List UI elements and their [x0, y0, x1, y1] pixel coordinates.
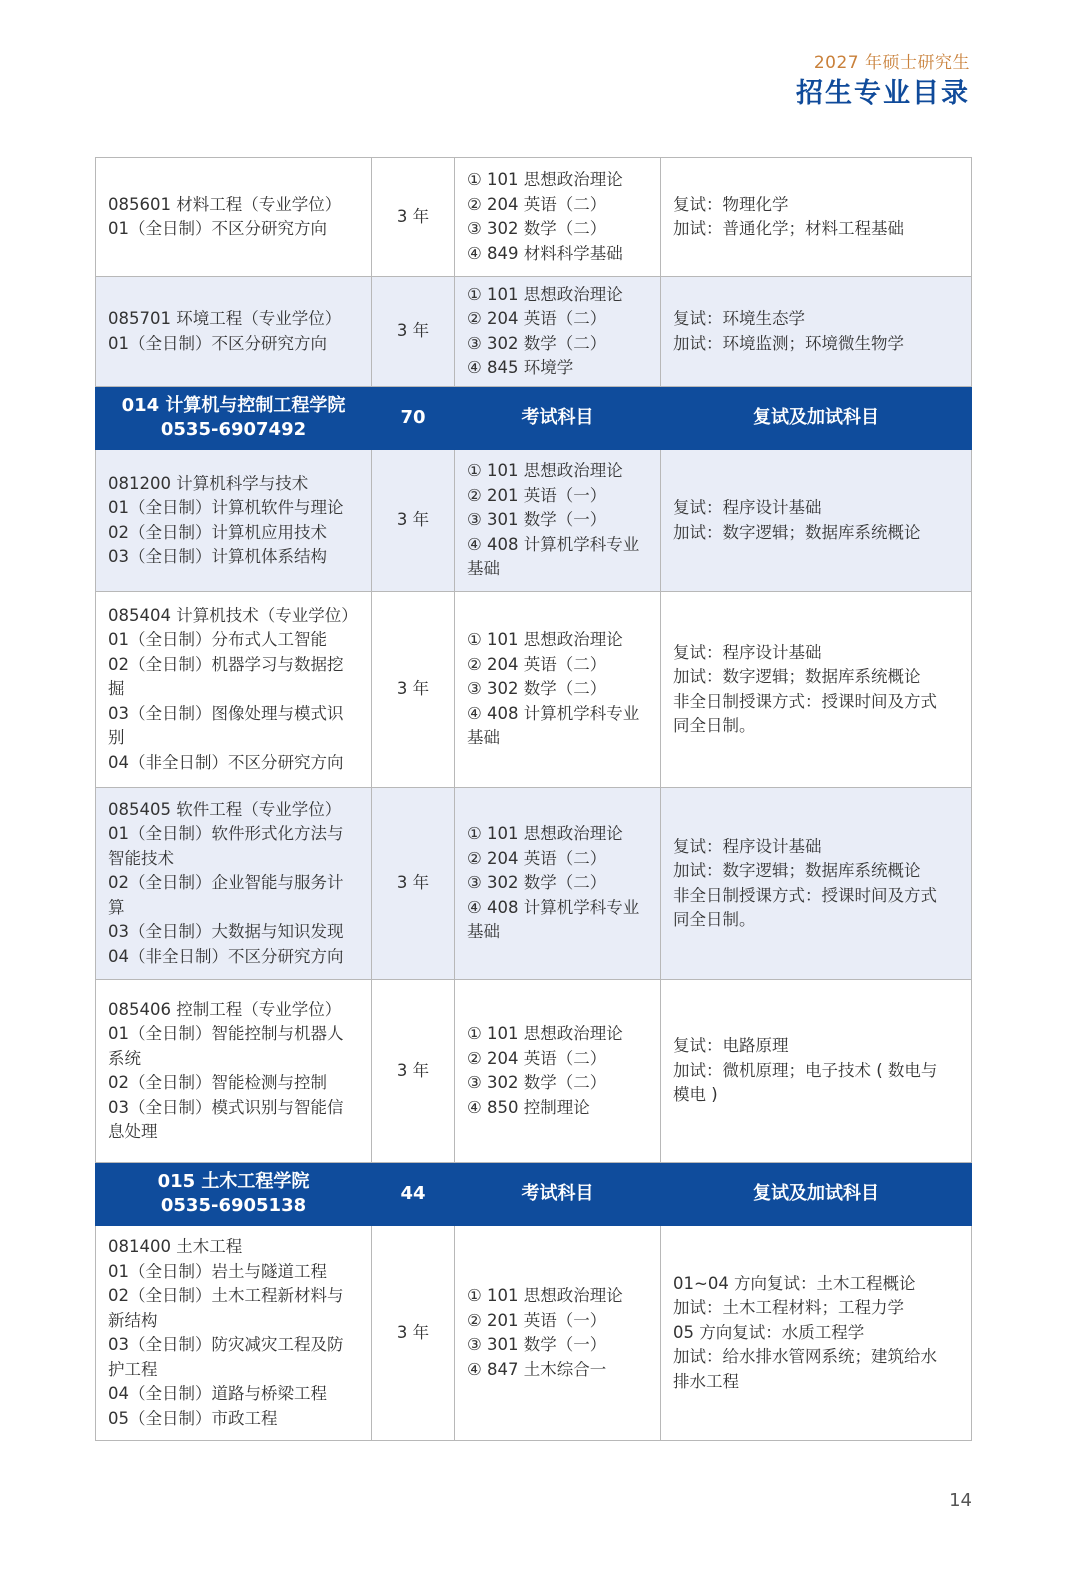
exam-line: ① 101 思想政治理论	[467, 1286, 623, 1305]
retest-cell	[661, 450, 972, 592]
exam-line: ④ 849 材料科学基础	[467, 243, 623, 263]
exam-cell	[455, 450, 661, 592]
retest-line: 加试：给水排水管网系统；建筑给水	[673, 1347, 937, 1367]
major-row	[96, 158, 972, 277]
retest-line: 复试：程序设计基础	[673, 498, 822, 517]
major-cell	[96, 1226, 372, 1441]
department-phone: 0535-6907492	[160, 419, 307, 440]
major-line: 02（全日制）土木工程新材料与	[108, 1286, 344, 1305]
major-line: 01（全日制）不区分研究方向	[108, 333, 327, 353]
exam-line: ④ 850 控制理论	[467, 1097, 590, 1117]
major-line: 02（全日制）企业智能与服务计	[108, 873, 344, 893]
retest-line: 复试：程序设计基础	[673, 642, 822, 662]
retest-line: 复试：电路原理	[673, 1036, 789, 1056]
retest-line: 模电 )	[673, 1085, 718, 1105]
major-line: 085701 环境工程（专业学位）	[108, 309, 342, 328]
exam-line: ① 101 思想政治理论	[467, 170, 623, 189]
retest-cell	[661, 277, 972, 387]
major-line: 03（全日制）计算机体系结构	[108, 547, 327, 566]
major-line: 01（全日制）智能控制与机器人	[108, 1024, 344, 1043]
exam-cell	[455, 1226, 661, 1441]
retest-line: 01~04 方向复试：土木工程概论	[673, 1273, 916, 1293]
exam-line: ② 204 英语（二）	[467, 654, 607, 674]
exam-line: ③ 302 数学（二）	[467, 873, 607, 893]
major-line: 085405 软件工程（专业学位）	[108, 799, 342, 819]
retest-line: 复试：物理化学	[673, 194, 789, 214]
duration-cell: 3 年	[372, 1226, 455, 1441]
retest-cell	[661, 592, 972, 788]
major-cell	[96, 592, 372, 788]
exam-line: ④ 408 计算机学科专业	[467, 534, 640, 554]
exam-line: ④ 408 计算机学科专业	[467, 897, 640, 917]
retest-line: 加试：数字逻辑；数据库系统概论	[673, 861, 921, 880]
major-line: 01（全日制）软件形式化方法与	[108, 824, 344, 844]
major-line: 081400 土木工程	[108, 1237, 243, 1256]
major-line: 03（全日制）防灾减灾工程及防	[108, 1335, 344, 1354]
major-line: 04（非全日制）不区分研究方向	[108, 752, 344, 772]
major-line: 护工程	[108, 1359, 158, 1379]
major-line: 智能技术	[108, 848, 174, 868]
major-row	[96, 450, 972, 592]
catalog-table	[95, 157, 972, 1441]
exam-line: ④ 845 环境学	[467, 358, 574, 377]
major-line: 掘	[108, 679, 125, 699]
retest-header: 复试及加试科目	[661, 387, 972, 450]
major-cell	[96, 277, 372, 387]
header-title: 招生专业目录	[796, 78, 970, 109]
major-line: 04（全日制）道路与桥梁工程	[108, 1384, 327, 1403]
exam-line: ② 201 英语（一）	[467, 1310, 607, 1330]
duration-cell: 3 年	[372, 450, 455, 592]
major-line: 02（全日制）机器学习与数据挖	[108, 654, 344, 674]
exam-line: ③ 301 数学（一）	[467, 510, 607, 530]
major-line: 01（全日制）岩土与隧道工程	[108, 1261, 327, 1281]
exam-line: ④ 847 土木综合一	[467, 1359, 607, 1379]
department-name: 014 计算机与控制工程学院	[121, 395, 346, 416]
exam-line: ① 101 思想政治理论	[467, 461, 623, 481]
retest-line: 加试：数字逻辑；数据库系统概论	[673, 522, 921, 542]
major-line: 新结构	[108, 1310, 158, 1330]
exam-line: ③ 302 数学（二）	[467, 679, 607, 699]
major-line: 02（全日制）智能检测与控制	[108, 1073, 327, 1092]
major-line: 03（全日制）大数据与知识发现	[108, 922, 344, 942]
page-header	[796, 52, 970, 112]
duration-cell: 3 年	[372, 788, 455, 980]
duration-cell: 3 年	[372, 980, 455, 1163]
major-row	[96, 788, 972, 980]
retest-line: 加试：环境监测；环境微生物学	[673, 333, 904, 353]
major-line: 01（全日制）不区分研究方向	[108, 219, 327, 238]
exam-cell	[455, 788, 661, 980]
exam-cell	[455, 592, 661, 788]
retest-line: 加试：数字逻辑；数据库系统概论	[673, 667, 921, 686]
retest-line: 加试：土木工程材料；工程力学	[673, 1298, 904, 1318]
department-phone: 0535-6905138	[160, 1195, 307, 1216]
exam-line: ① 101 思想政治理论	[467, 284, 623, 304]
enrollment-count: 44	[372, 1163, 455, 1226]
retest-line: 非全日制授课方式：授课时间及方式	[673, 885, 937, 905]
exam-cell	[455, 277, 661, 387]
enrollment-count: 70	[372, 387, 455, 450]
exam-line: ③ 302 数学（二）	[467, 1073, 607, 1092]
retest-line: 复试：程序设计基础	[673, 836, 822, 856]
header-subtitle: 2027 年硕士研究生	[813, 53, 970, 73]
major-line: 03（全日制）图像处理与模式识	[108, 703, 344, 723]
retest-cell	[661, 1226, 972, 1441]
retest-cell	[661, 788, 972, 980]
exam-line: ③ 301 数学（一）	[467, 1335, 607, 1354]
major-cell	[96, 158, 372, 277]
exam-cell	[455, 980, 661, 1163]
retest-line: 加试：普通化学；材料工程基础	[673, 219, 904, 238]
major-row	[96, 1226, 972, 1441]
exam-line: ② 204 英语（二）	[467, 309, 607, 328]
major-row	[96, 277, 972, 387]
exam-line: 基础	[467, 728, 500, 748]
major-line: 01（全日制）分布式人工智能	[108, 630, 327, 650]
department-name: 015 土木工程学院	[157, 1171, 310, 1192]
exam-line: 基础	[467, 922, 500, 942]
exam-line: ① 101 思想政治理论	[467, 1024, 623, 1043]
exam-line: ④ 408 计算机学科专业	[467, 703, 640, 723]
exam-header: 考试科目	[455, 387, 661, 450]
duration-cell: 3 年	[372, 277, 455, 387]
exam-line: ② 201 英语（一）	[467, 485, 607, 505]
exam-line: ② 204 英语（二）	[467, 1048, 607, 1068]
retest-line: 非全日制授课方式：授课时间及方式	[673, 691, 937, 711]
major-line: 085406 控制工程（专业学位）	[108, 999, 342, 1019]
exam-line: ① 101 思想政治理论	[467, 630, 623, 650]
major-line: 01（全日制）计算机软件与理论	[108, 498, 344, 517]
department-name-cell	[96, 387, 372, 450]
major-line: 算	[108, 897, 125, 917]
exam-cell	[455, 158, 661, 277]
exam-header: 考试科目	[455, 1163, 661, 1226]
retest-header: 复试及加试科目	[661, 1163, 972, 1226]
page-number: 14	[949, 1490, 972, 1511]
major-line: 息处理	[108, 1122, 158, 1141]
major-row	[96, 980, 972, 1163]
major-line: 系统	[108, 1048, 141, 1068]
duration-cell: 3 年	[372, 158, 455, 277]
exam-line: ③ 302 数学（二）	[467, 219, 607, 238]
department-header-row	[96, 1163, 972, 1226]
major-cell	[96, 980, 372, 1163]
exam-line: ① 101 思想政治理论	[467, 824, 623, 844]
retest-line: 排水工程	[673, 1371, 739, 1391]
retest-line: 同全日制。	[673, 716, 756, 735]
major-line: 04（非全日制）不区分研究方向	[108, 946, 344, 966]
major-row	[96, 592, 972, 788]
exam-line: ② 204 英语（二）	[467, 194, 607, 214]
retest-line: 复试：环境生态学	[673, 309, 805, 328]
exam-line: ③ 302 数学（二）	[467, 333, 607, 353]
major-cell	[96, 450, 372, 592]
duration-cell: 3 年	[372, 592, 455, 788]
major-line: 别	[108, 728, 125, 748]
retest-line: 05 方向复试：水质工程学	[673, 1322, 865, 1342]
exam-line: ② 204 英语（二）	[467, 848, 607, 868]
department-header-row	[96, 387, 972, 450]
department-name-cell	[96, 1163, 372, 1226]
retest-cell	[661, 158, 972, 277]
major-line: 081200 计算机科学与技术	[108, 473, 309, 493]
retest-line: 同全日制。	[673, 910, 756, 929]
major-line: 05（全日制）市政工程	[108, 1408, 278, 1428]
major-line: 03（全日制）模式识别与智能信	[108, 1097, 344, 1117]
exam-line: 基础	[467, 559, 500, 579]
major-line: 02（全日制）计算机应用技术	[108, 522, 327, 542]
major-cell	[96, 788, 372, 980]
major-line: 085404 计算机技术（专业学位）	[108, 605, 358, 625]
retest-cell	[661, 980, 972, 1163]
major-line: 085601 材料工程（专业学位）	[108, 194, 342, 214]
retest-line: 加试：微机原理；电子技术 ( 数电与	[673, 1060, 938, 1080]
